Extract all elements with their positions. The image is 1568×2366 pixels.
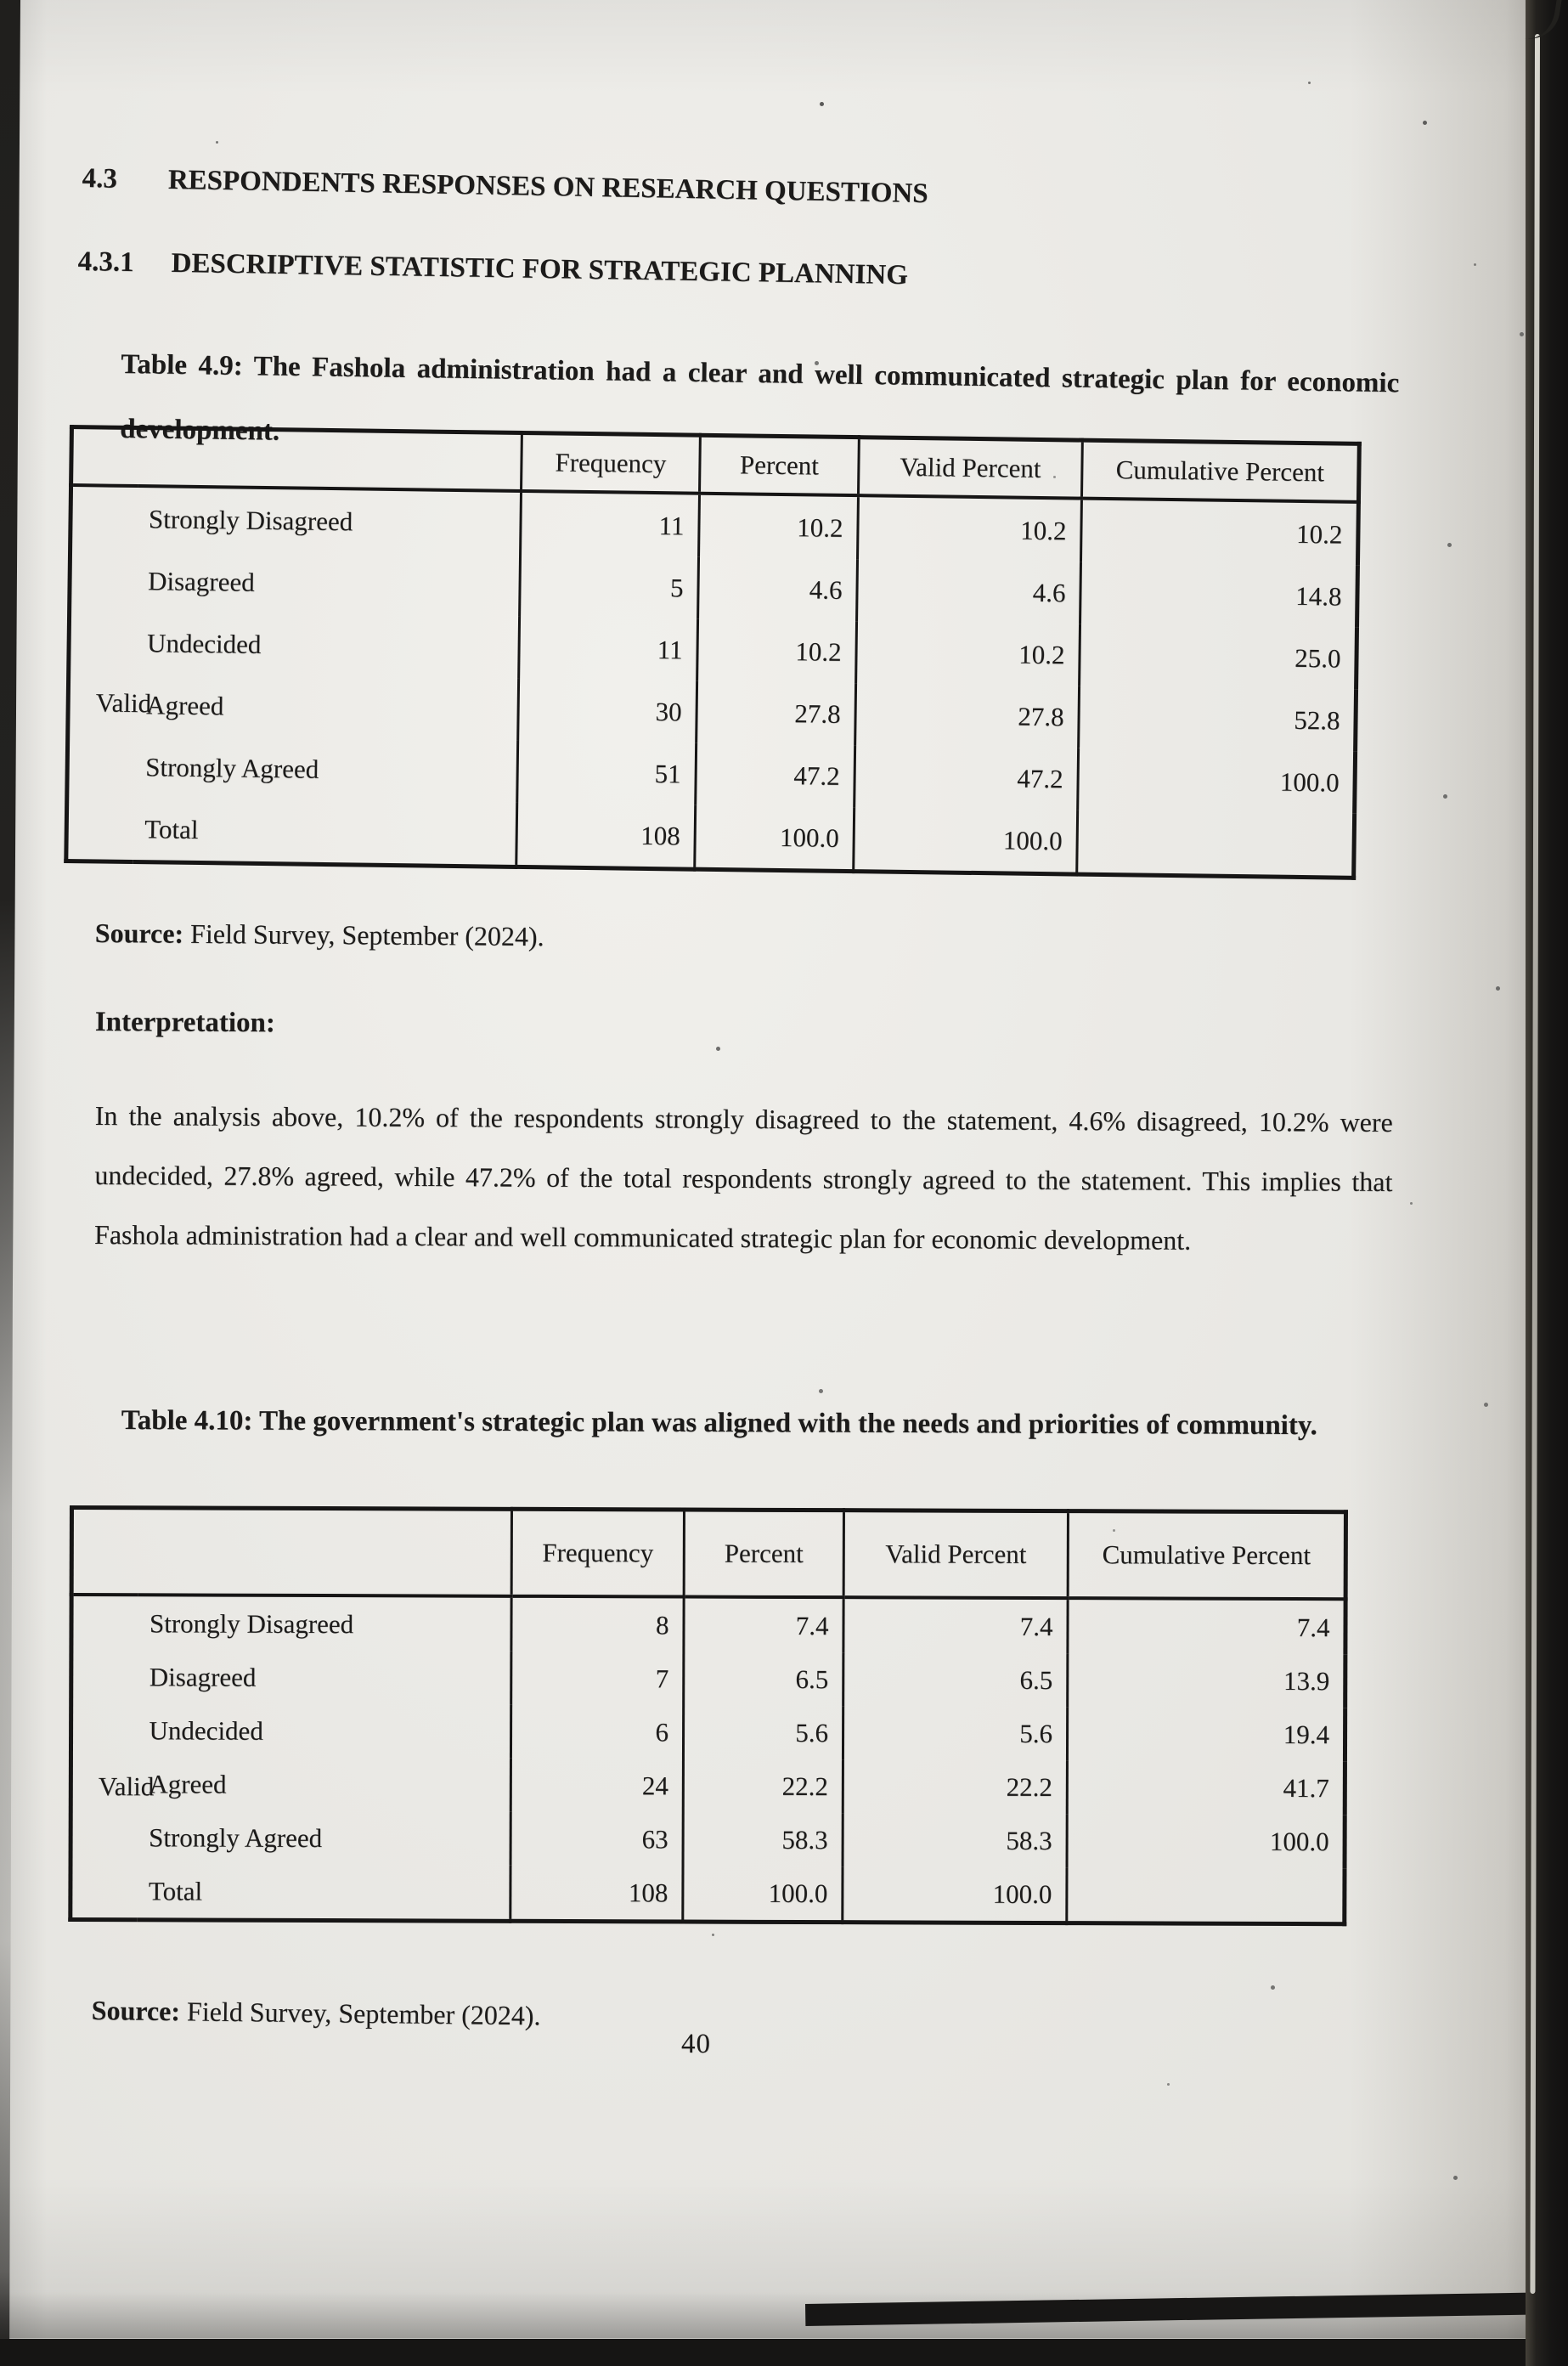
subsection-number: 4.3.1 — [77, 246, 134, 279]
cell-percent: 10.2 — [699, 494, 859, 559]
cell-cumulative-percent: 52.8 — [1079, 686, 1356, 752]
interpretation-heading: Interpretation: — [94, 1007, 276, 1039]
cell-percent: 58.3 — [683, 1813, 843, 1867]
cell-percent: 22.2 — [683, 1759, 843, 1814]
corner-cell — [71, 427, 522, 491]
cell-valid-percent: 6.5 — [843, 1652, 1068, 1707]
cell-cumulative-percent: 100.0 — [1078, 748, 1356, 814]
cell-percent: 7.4 — [684, 1597, 843, 1653]
cell-frequency: 7 — [511, 1652, 684, 1706]
section-number: 4.3 — [82, 163, 118, 195]
row-label: Strongly Disagreed — [149, 1607, 354, 1639]
section-title: RESPONDENTS RESPONSES ON RESEARCH QUESTIONS — [167, 164, 928, 210]
cell-percent: 27.8 — [697, 681, 856, 745]
cell-percent: 10.2 — [697, 619, 857, 683]
table-4-10 — [68, 1505, 1348, 1926]
cell-frequency: 11 — [521, 491, 700, 557]
cell-valid-percent: 22.2 — [843, 1759, 1067, 1814]
table-4-9-caption: Table 4.9: The Fashola administration had a clear and well communicated strategic plan for economic development. — [120, 348, 1400, 447]
row-label: Agreed — [149, 1768, 227, 1799]
table-row — [71, 1650, 1345, 1708]
cell-frequency: 63 — [510, 1812, 683, 1866]
cell-percent: 100.0 — [683, 1866, 843, 1923]
column-header-frequency: Frequency — [522, 432, 701, 493]
cell-frequency: 108 — [510, 1866, 683, 1922]
table-row — [71, 1703, 1345, 1761]
cell-cumulative-percent: 100.0 — [1067, 1814, 1345, 1868]
left-page-edge-shadow — [0, 0, 20, 2366]
row-group-label: Valid — [98, 1771, 155, 1802]
column-header-valid-percent: Valid Percent — [858, 438, 1082, 499]
table-4-10-source — [92, 1995, 541, 2031]
cell-percent: 6.5 — [684, 1652, 843, 1707]
row-label: Total — [148, 1875, 203, 1906]
source-text: Field Survey, September (2024). — [189, 918, 544, 952]
cell-frequency: 5 — [520, 555, 699, 619]
row-group-label: Valid — [95, 687, 152, 719]
source-label: Source: — [94, 918, 184, 949]
cell-percent: 47.2 — [696, 743, 855, 807]
cell-frequency: 24 — [510, 1759, 683, 1813]
cell-valid-percent: 5.6 — [843, 1706, 1067, 1760]
cell-valid-percent: 100.0 — [854, 807, 1078, 874]
interpretation-paragraph: In the analysis above, 10.2% of the respondents strongly disagreed to the statement, 4.6% disagreed, 10.2% were undecided, 27.8% agreed, while 47.2% of the total respondents strongly agreed to the statement. This implies that Fashola administration had a clear and well communicated strategic plan for economic development. — [93, 1099, 1393, 1256]
source-label: Source: — [91, 1995, 181, 2027]
cell-percent: 4.6 — [698, 557, 858, 621]
bottom-page-edge — [0, 2339, 1568, 2366]
cell-valid-percent: 10.2 — [856, 621, 1080, 686]
scan-noise — [0, 0, 3, 3]
cell-valid-percent: 47.2 — [855, 745, 1079, 810]
column-header-percent: Percent — [684, 1510, 843, 1597]
column-header-cumulative-percent: Cumulative Percent — [1068, 1511, 1345, 1600]
cell-cumulative-percent: 10.2 — [1080, 499, 1358, 566]
column-header-valid-percent: Valid Percent — [843, 1511, 1068, 1598]
cell-cumulative-percent: 14.8 — [1080, 562, 1358, 628]
cell-valid-percent: 10.2 — [858, 495, 1082, 562]
cell-cumulative-percent — [1077, 810, 1355, 878]
table-4-9 — [64, 425, 1362, 880]
cell-valid-percent: 58.3 — [843, 1813, 1067, 1867]
cell-frequency: 6 — [510, 1705, 683, 1759]
row-label: Disagreed — [149, 1661, 257, 1692]
cell-valid-percent: 27.8 — [855, 683, 1080, 748]
table-row — [71, 1864, 1345, 1924]
cell-cumulative-percent: 13.9 — [1068, 1653, 1345, 1708]
table-4-9-source — [95, 918, 544, 952]
cell-frequency: 11 — [519, 617, 698, 681]
cell-cumulative-percent — [1067, 1867, 1345, 1924]
source-text: Field Survey, September (2024). — [186, 1996, 541, 2031]
subsection-title: DESCRIPTIVE STATISTIC FOR STRATEGIC PLANNING — [171, 247, 909, 291]
column-header-percent: Percent — [700, 435, 860, 495]
page-number: 40 — [681, 2029, 711, 2059]
column-header-cumulative-percent: Cumulative Percent — [1081, 440, 1359, 502]
section-heading — [82, 163, 928, 210]
row-label: Strongly Agreed — [145, 751, 319, 784]
cell-frequency: 30 — [518, 679, 697, 743]
row-label: Total — [144, 813, 199, 844]
cell-valid-percent: 4.6 — [857, 559, 1081, 624]
subsection-heading — [77, 246, 908, 291]
row-label: Undecided — [146, 627, 262, 659]
cell-cumulative-percent: 41.7 — [1067, 1760, 1345, 1815]
column-header-frequency: Frequency — [511, 1509, 684, 1596]
cell-valid-percent: 7.4 — [843, 1597, 1068, 1653]
table-row — [71, 1757, 1345, 1815]
row-label: Strongly Disagreed — [148, 503, 353, 536]
row-label: Undecided — [149, 1714, 263, 1746]
cell-percent: 5.6 — [683, 1706, 843, 1760]
cell-percent: 100.0 — [695, 805, 855, 872]
table-row — [71, 1810, 1345, 1868]
row-label: Disagreed — [147, 565, 255, 597]
cell-cumulative-percent: 19.4 — [1067, 1707, 1345, 1761]
table-header-row — [71, 1508, 1345, 1600]
cell-valid-percent: 100.0 — [843, 1866, 1067, 1923]
cell-cumulative-percent: 7.4 — [1068, 1598, 1345, 1654]
cell-cumulative-percent: 25.0 — [1080, 624, 1357, 690]
table-row — [71, 1595, 1345, 1654]
cell-frequency: 108 — [516, 803, 696, 869]
table-4-10-caption: Table 4.10: The government's strategic plan was aligned with the needs and priorities of community. — [121, 1404, 1317, 1442]
cell-frequency: 51 — [517, 741, 697, 805]
row-label: Strongly Agreed — [149, 1821, 323, 1853]
corner-cell — [71, 1508, 511, 1596]
cell-frequency: 8 — [511, 1596, 684, 1652]
row-label: Agreed — [145, 689, 224, 720]
